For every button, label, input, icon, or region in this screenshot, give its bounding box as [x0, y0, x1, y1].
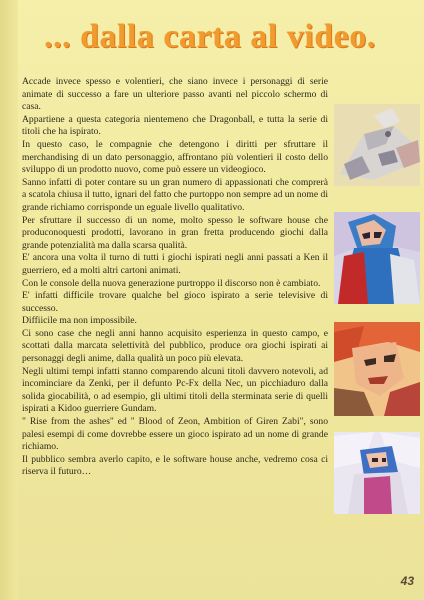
- paragraph: E' infatti difficile trovare qualche bel gioco ispirato a serie televisive di successo.: [22, 290, 328, 314]
- page-title: ... dalla carta al video.: [44, 18, 376, 55]
- paragraph: Diffiicile ma non impossibile.: [22, 315, 137, 327]
- paragraph: Ci sono case che negli anni hanno acquisito esperienza in questo campo, e scottati dalla marcata selettività del pubblico, produce ora giochi ispirati ai personaggi degli anime, dalla qualità un poco più elevata.: [22, 327, 328, 365]
- page-number: 43: [400, 574, 414, 588]
- paragraph: Appartiene a questa categoria nientemeno che Dragonball, e tutta la serie di titoli che ha ispirato.: [22, 113, 328, 138]
- paragraph: Per sfruttare il successo di un nome, molto spesso le software house che produconoquesti prodotti, lavorano in gran fretta producendo giochi dalla grande potenzialità ma dalla scarsa qualità.: [22, 214, 328, 251]
- paragraph: Il pubblico sembra averlo capito, e le software house anche, vedremo cosa ci riserva il futuro…: [22, 453, 328, 478]
- article-body: [22, 76, 328, 479]
- red-haired-fighter-illustration: [334, 322, 420, 416]
- armored-warrior-illustration: [334, 212, 420, 304]
- paragraph: In questo caso, le compagnie che detengono i diritti per sfruttare il merchandising di un dato personaggio, affrontano più volentieri il costo dello sviluppo di un prodotto nuovo, come può essere un videogioco.: [22, 138, 328, 176]
- page-gutter: [0, 0, 18, 600]
- mecha-robot-illustration: [334, 104, 420, 186]
- paragraph: Con le console della nuova generazione purtroppo il discorso non è cambiato.: [22, 277, 321, 289]
- paragraph: Negli ultimi tempi infatti stanno comparendo alcuni titoli davvero notevoli, ad incominciare da Zenki, per il defunto Pc-Fx della Nec, un picchiaduro dalla solida giocabilità, o ad esempio, gli ultimi titoli della sterminata serie di quelli ispirati a Kidoo guerriere Gundam.: [22, 365, 328, 415]
- paragraph: " Rise from the ashes" ed " Blood of Zeon, Ambition of Giren Zabi", sono palesi esempi di come dovrebbe essere un gioco ispirato ad un nome di grande richiamo.: [22, 416, 328, 453]
- paragraph: Accade invece spesso e volentieri, che siano invece i personaggi di serie animate di successo a fare un ulteriore passo avanti nel piccolo schermo di casa.: [22, 76, 328, 113]
- paragraph: E' ancora una volta il turno di tutti i giochi ispirati negli anni passati a Ken il guerriero, ed a molti altri cartoni animati.: [22, 252, 328, 276]
- paragraph: Sanno infatti di poter contare su un gran numero di appassionati che comprerà a scatola chiusa il tutto, ignari del fatto che purtoppo non sempre ad un nome di grande richiamo corrisponde un eguale livello qualitativo.: [22, 176, 328, 213]
- winged-armor-warrior-illustration: [334, 432, 420, 514]
